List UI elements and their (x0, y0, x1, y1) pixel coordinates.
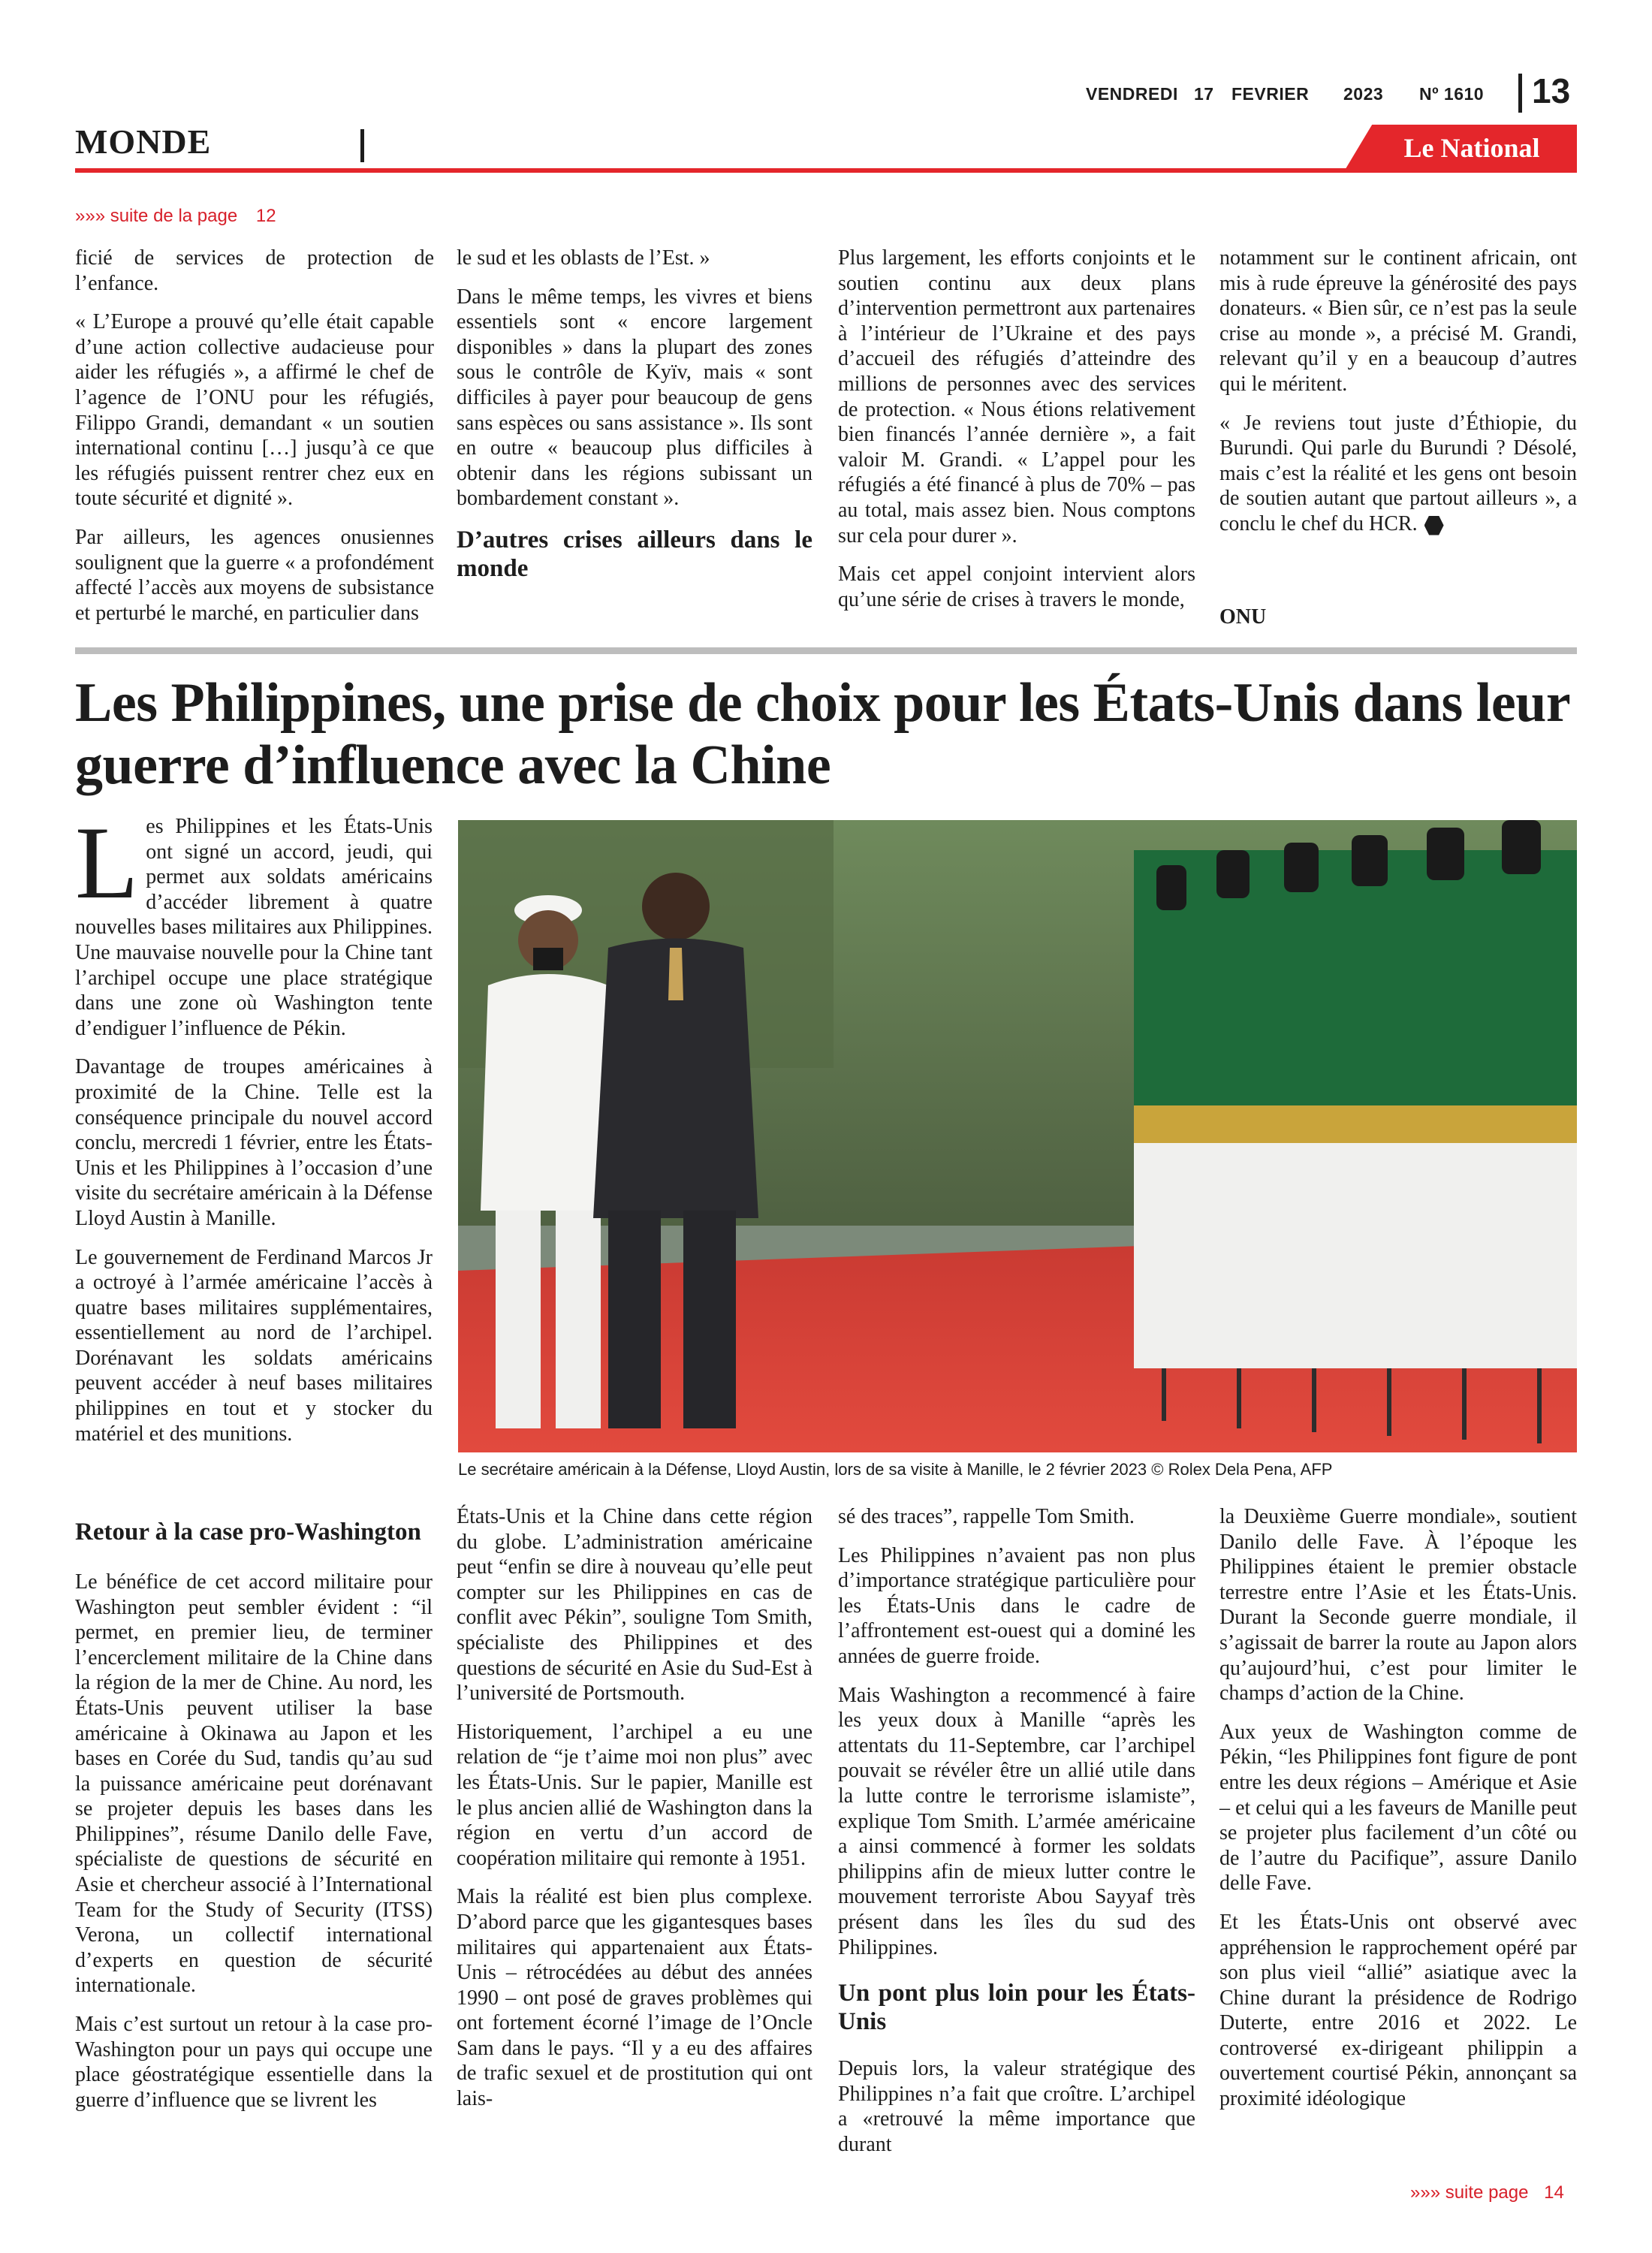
end-mark-icon (1424, 516, 1444, 535)
top-article-subhead: D’autres crises ailleurs dans le monde (457, 526, 812, 582)
top-article-col4 (1219, 246, 1577, 537)
intro-lead: es Philippines et les États-Unis ont signé un accord, jeudi, qui permet aux soldats américains d’accéder librement à quatre nouvelles bases militaires aux Philippines. Une mauvaise nouvelle pour la Chine tant l’archipel occupe une place stratégique dans une zone où Washington tente d’endiguer l’influence de Pékin. (75, 815, 433, 1040)
paragraph: Le bénéfice de cet accord militaire pour Washington peut sembler évident : “il permet, en premier lieu, de terminer l’encerclement militaire de la Chine dans la région de la mer de Chine. Au nord, les États-Unis peuvent utiliser la base américaine à Okinawa au Japon et les bases en Corée du Sud, tandis qu’au sud la puissance américaine peut dorénavant se projeter depuis les bases dans les Philippines”, résume Danilo delle Fave, spécialiste de questions de sécurité en Asie et chercheur associé à l’International Team for the Study of Security (ITSS) Verona, un collectif international d’experts en question de sécurité internationale. (75, 1570, 433, 1998)
continued-from-page: 12 (255, 206, 276, 226)
paragraph: ficié de services de protection de l’enfance. (75, 246, 434, 295)
main-intro (75, 805, 433, 1460)
paragraph: Mais cet appel conjoint intervient alors qu’une série de crises à travers le monde, (838, 562, 1195, 611)
dropcap: L (75, 805, 139, 920)
header-month: FEVRIER (1231, 84, 1310, 104)
top-article-col1 (75, 246, 434, 639)
header-day: VENDREDI (1086, 84, 1178, 104)
top-article-signature: ONU (1219, 605, 1267, 629)
paragraph: Aux yeux de Washington comme de Pékin, “les Philippines font figure de pont entre les deux régions – Amérique et Asie – et celui qui a les faveurs de Manille peut se projeter plus facilement d’un côté ou de l’autre du Pacifique”, assure Danilo delle Fave. (1219, 1720, 1577, 1896)
brand-label: Le National (1403, 133, 1540, 163)
top-article-col3 (838, 246, 1195, 626)
header-page-divider (1518, 74, 1522, 113)
paragraph: Par ailleurs, les agences onusiennes soulignent que la guerre « a profondément affecté l’accès aux moyens de subsistance et perturbé le marché, en particulier dans (75, 525, 434, 625)
paragraph: le sud et les oblasts de l’Est. » (457, 246, 710, 270)
article-separator (75, 647, 1577, 654)
paragraph: « Je reviens tout juste d’Éthiopie, du Burundi. Qui parle du Burundi ? Désolé, mais c’est la réalité et les gens ont besoin de soutien autant que partout ailleurs », a conclu le chef du HCR. (1219, 411, 1577, 535)
paragraph: la Deuxième Guerre mondiale», soutient Danilo delle Fave. À l’époque les Philippines étaient le premier obstacle terrestre entre l’Asie et les États-Unis. Durant la Seconde guerre mondiale, il s’agissait de barrer la route au Japon alors qu’aujourd’hui, c’est pour limiter le champs d’action de la Chine. (1219, 1505, 1577, 1706)
main-col2 (457, 1504, 812, 2125)
header-issue: Nº 1610 (1419, 84, 1485, 104)
section-divider (360, 129, 364, 162)
section-title: MONDE (75, 122, 212, 161)
continued-from-marker: »»» suite de la page (75, 206, 238, 226)
photo-illustration (458, 820, 1577, 1452)
main-subhead-1: Retour à la case pro-Washington (75, 1519, 421, 1546)
paragraph: notamment sur le continent africain, ont mis à rude épreuve la générosité des pays donateurs. « Bien sûr, ce n’est pas la seule crise au monde », a précisé M. Grandi, relevant qu’il y en a beaucoup d’autres qui le méritent. (1219, 246, 1577, 396)
paragraph (75, 805, 433, 1041)
main-col3 (838, 1504, 1195, 2170)
paragraph: Mais c’est surtout un retour à la case pro-Washington pour un pays qui occupe une place géostratégique essentielle dans la guerre d’influence que se livrent les (75, 2013, 433, 2112)
paragraph: Mais Washington a recommencé à faire les yeux doux à Manille “après les attentats du 11-Septembre, car l’archipel pouvait se révéler être un allié utile dans la lutte contre le terrorisme islamiste”, explique Tom Smith. L’armée américaine a ainsi commencé à former les soldats philippins afin de mieux lutter contre le mouvement terroriste Abou Sayyaf très présent dans les îles du sud des Philippines. (838, 1683, 1195, 1959)
main-col1 (75, 1519, 433, 2126)
header-date: 17 (1194, 84, 1214, 104)
paragraph: Plus largement, les efforts conjoints et le soutien continu aux deux plans d’intervention permettront aux partenaires à l’intérieur de l’Ukraine et des pays d’accueil des réfugiés d’atteindre des millions de personnes avec des services de protection. « Nous étions relativement bien financés l’année dernière », a fait valoir M. Grandi. « L’appel pour les réfugiés a été financé à plus de 70% – pas au total, mais assez bien. Nous comptons sur cela pour durer ». (838, 246, 1195, 547)
continued-from (75, 206, 276, 227)
top-article-col2 (457, 246, 812, 584)
continued-to-page: 14 (1544, 2182, 1564, 2203)
header-year: 2023 (1343, 84, 1384, 104)
photo-caption: Le secrétaire américain à la Défense, Lloyd Austin, lors de sa visite à Manille, le 2 février 2023 © Rolex Dela Pena, AFP (458, 1460, 1333, 1479)
paragraph: sé des traces”, rappelle Tom Smith. (838, 1505, 1135, 1528)
paragraph: Et les États-Unis ont observé avec appréhension le rapprochement opéré par son plus vieil “allié” asiatique avec la Chine durant la présidence de Rodrigo Duterte, entre 2016 et 2022. Le controversé ex-dirigeant philippin a ouvertement courtisé Pékin, annonçant sa proximité idéologique (1219, 1910, 1577, 2111)
main-subhead-2: Un pont plus loin pour les États-Unis (838, 1980, 1195, 2036)
continued-to-marker: »»» suite page (1410, 2182, 1529, 2203)
paragraph: Historiquement, l’archipel a eu une relation de “je t’aime moi non plus” avec les États-Unis. Sur le papier, Manille est le plus ancien allié de Washington dans la région en vertu d’un accord de coopération militaire qui remonte à 1951. (457, 1720, 812, 1870)
paragraph: Le gouvernement de Ferdinand Marcos Jr a octroyé à l’armée américaine l’accès à quatre bases militaires supplémentaires, essentiellement au nord de l’archipel. Dorénavant les soldats américains peuvent accéder à neuf bases militaires philippines en tout et y stocker du matériel et des munitions. (75, 1245, 433, 1446)
paragraph: « L’Europe a prouvé qu’elle était capable d’une action collective audacieuse pour aider les réfugiés », a affirmé le chef de l’agence de l’ONU pour les réfugiés, Filippo Grandi, demandant « un soutien international continu […] jusqu’à ce que les réfugiés puissent rentrer chez eux en toute sécurité et dignité ». (75, 310, 434, 511)
paragraph: Depuis lors, la valeur stratégique des Philippines n’a fait que croître. L’archipel a «retrouvé la même importance que durant (838, 2056, 1195, 2156)
paragraph: Dans le même temps, les vivres et biens essentiels sont « encore largement disponibles » dans la plupart des zones sous le contrôle de Kyïv, mais « sont difficiles à payer pour beaucoup de gens sans espèces ou sans assistance ». Ils sont en outre « beaucoup plus difficiles à obtenir dans les régions subissant un bombardement constant ». (457, 285, 812, 511)
main-col4 (1219, 1504, 1577, 2125)
page-number: 13 (1532, 71, 1571, 110)
paragraph: Davantage de troupes américaines à proximité de la Chine. Telle est la conséquence principale du nouvel accord conclu, mercredi 1 février, entre les États-Unis et les Philippines à l’occasion d’une visite du secrétaire américain à la Défense Lloyd Austin à Manille. (75, 1055, 433, 1230)
paragraph: Les Philippines n’avaient pas non plus d’importance stratégique particulière pour les États-Unis dans le cadre de l’affrontement est-ouest qui a dominé les années de guerre froide. (838, 1543, 1195, 1668)
paragraph: Mais la réalité est bien plus complexe. D’abord parce que les gigantesques bases militaires qui appartenaient aux États-Unis – rétrocédées au début des années 1990 – ont posé de graves problèmes qui ont fortement écorné l’image de l’Oncle Sam dans le pays. “Il y a eu des affaires de trafic sexuel et de prostitution qui ont lais- (457, 1885, 812, 2111)
paragraph: États-Unis et la Chine dans cette région du globe. L’administration américaine peut “enfin se dire à nouveau qu’elle peut compter sur les Philippines en cas de conflit avec Pékin”, souligne Tom Smith, spécialiste des Philippines et des questions de sécurité en Asie du Sud-Est à l’université de Portsmouth. (457, 1505, 812, 1706)
continued-to (1410, 2182, 1564, 2203)
main-headline: Les Philippines, une prise de choix pour les États-Unis dans leur guerre d’influence avec la Chine (75, 672, 1569, 796)
main-photo (458, 820, 1577, 1452)
